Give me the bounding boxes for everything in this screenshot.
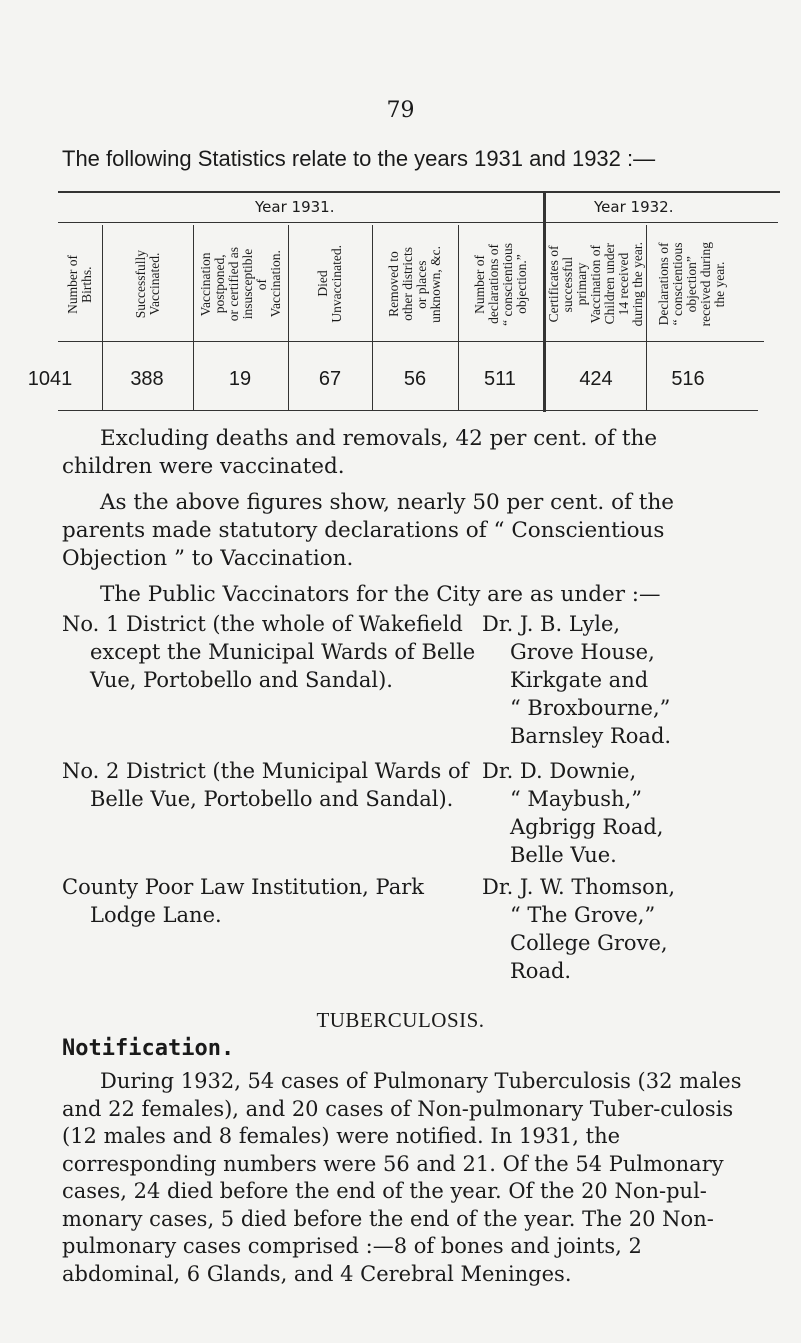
value-removed: 56: [403, 368, 427, 390]
paragraph-conscientious-objection: As the above figures show, nearly 50 per cent. of the parents made statutory declarations of “ Conscientious Objection ” to Vaccination.: [62, 490, 675, 571]
value-declarations-received: 516: [671, 368, 705, 390]
value-births: 1041: [27, 368, 73, 390]
paragraph-vaccinated-percent: Excluding deaths and removals, 42 per cent. of the children were vaccinated.: [62, 426, 658, 479]
value-declarations: 511: [484, 368, 516, 390]
district-1-description: No. 1 District (the whole of Wakefield except the Municipal Wards of Belle Vue, Portobello and Sandal).: [62, 612, 476, 692]
notification-heading: Notification.: [62, 1036, 235, 1061]
header-vaccinated: [102, 228, 193, 340]
district-3-vaccinator: Dr. J. W. Thomson, “ The Grove,” College Grove, Road.: [482, 875, 676, 983]
year-1932-label: Year 1932.: [594, 198, 674, 216]
header-text: Died Unvaccinated.: [315, 245, 344, 323]
header-certificates: [546, 228, 646, 340]
page-number: 79: [386, 98, 415, 123]
intro-text: The following Statistics relate to the years 1931 and 1932 :—: [62, 146, 656, 171]
header-text: Certificates of successful primary Vaccination of Children under 14 received during the year.: [546, 241, 645, 327]
value-certificates: 424: [579, 368, 613, 390]
notification-paragraph: During 1932, 54 cases of Pulmonary Tuberculosis (32 males and 22 females), and 20 cases of Non-pulmonary Tuber-culosis (12 males and 8 females) were notified. In 1931, the corresponding numbers were 56 and 21. Of the 54 Pulmonary cases, 24 died before the end of the year. Of the 20 Non-pul-monary cases, 5 died before the end of the year. The 20 Non-pulmonary cases comprised :—8 of bones and joints, 2 abdominal, 6 Glands, and 4 Cerebral Meninges.: [62, 1069, 742, 1286]
district-1-vaccinator: Dr. J. B. Lyle, Grove House, Kirkgate and “ Broxbourne,” Barnsley Road.: [482, 612, 672, 748]
value-vaccinated: 388: [130, 368, 164, 390]
tuberculosis-heading: TUBERCULOSIS.: [316, 1008, 485, 1032]
header-bottom-rule: [58, 341, 764, 342]
header-text: Declarations of “ conscientious objection” received during the year.: [656, 241, 727, 327]
table-top-rule: [58, 191, 780, 193]
header-declarations-received: [646, 228, 738, 340]
table-bottom-rule: [58, 410, 758, 411]
header-births: [58, 228, 102, 340]
header-postponed: [193, 228, 288, 340]
header-removed: [372, 228, 458, 340]
header-text: Successfully Vaccinated.: [132, 249, 162, 319]
header-declarations: [458, 228, 543, 340]
district-2-description: No. 2 District (the Municipal Wards of Belle Vue, Portobello and Sandal).: [62, 759, 469, 811]
district-2-vaccinator: Dr. D. Downie, “ Maybush,” Agbrigg Road, Belle Vue.: [482, 759, 664, 867]
header-text: Vaccination postponed, or certified as insusceptible of Vaccination.: [197, 246, 283, 322]
year-1931-label: Year 1931.: [255, 198, 335, 216]
header-text: Number of declarations of “ conscientious objection.”: [471, 242, 529, 326]
value-postponed: 19: [228, 368, 252, 390]
value-died: 67: [318, 368, 342, 390]
district-3-description: County Poor Law Institution, Park Lodge Lane.: [62, 875, 424, 927]
paragraph-public-vaccinators: The Public Vaccinators for the City are as under :—: [100, 582, 661, 607]
header-text: Number of Births.: [65, 254, 94, 314]
header-died: [288, 228, 372, 340]
year-row-rule: [58, 222, 778, 223]
header-text: Removed to other districts or places unknown, &c.: [386, 245, 443, 323]
